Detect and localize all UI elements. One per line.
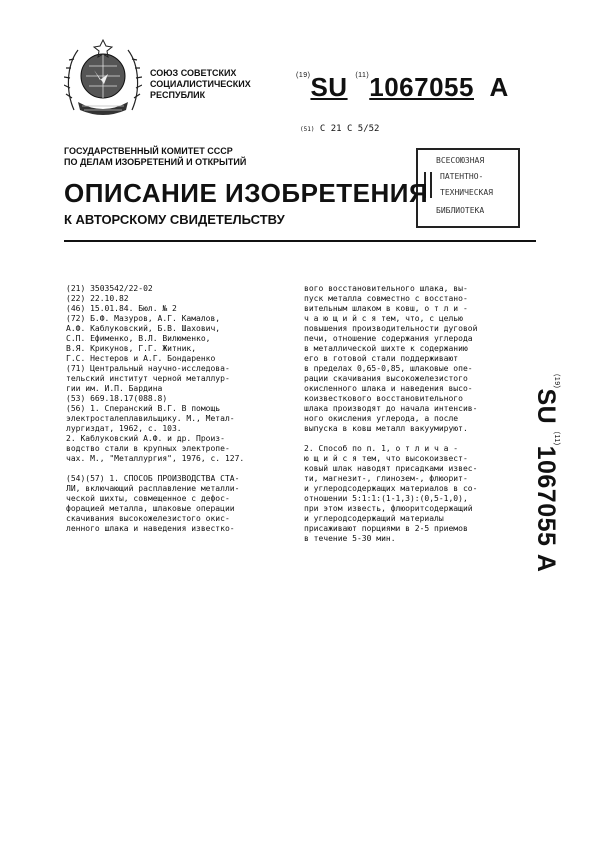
biblio-line: (53) 669.18.17(088.8) bbox=[66, 394, 168, 403]
ipc-classification: (51) C 21 C 5/52 bbox=[300, 124, 380, 134]
claims-column bbox=[304, 284, 524, 544]
claim-line: при этом известь, флюоритсодержащий bbox=[304, 504, 473, 513]
claim-line: ленного шлака и наведения известко- bbox=[66, 524, 235, 533]
biblio-line: водство стали в крупных электропе- bbox=[66, 444, 230, 453]
divider bbox=[64, 240, 536, 242]
claim-line: ч а ю щ и й с я тем, что, с целью bbox=[304, 314, 463, 323]
ussr-emblem bbox=[64, 36, 142, 122]
biblio-line: чах. М., "Металлургия", 1976, с. 127. bbox=[66, 454, 245, 463]
claim-line: вого восстановительного шлака, вы- bbox=[304, 284, 468, 293]
biblio-line: Г.С. Нестеров и А.Г. Бондаренко bbox=[66, 354, 216, 363]
biblio-line: В.Я. Крикунов, Г.Г. Житник, bbox=[66, 344, 197, 353]
patent-number: 1067055 bbox=[369, 72, 474, 102]
biblio-line: (71) Центральный научно-исследова- bbox=[66, 364, 230, 373]
kind-code: A bbox=[489, 72, 509, 102]
claim-line: выпуска в ковш металл вакуумируют. bbox=[304, 424, 468, 433]
library-stamp: ВСЕСОЮЗНАЯ ПАТЕНТНО- ТЕХНИЧЕСКАЯ БИБЛИОТЕКА bbox=[416, 148, 520, 228]
claim-line: ю щ и й с я тем, что высокоизвест- bbox=[304, 454, 468, 463]
claim-line: его в готовой стали поддерживают bbox=[304, 354, 459, 363]
claim-line: коизвесткового восстановительного bbox=[304, 394, 463, 403]
country-code: SU bbox=[310, 72, 348, 102]
biblio-line: С.П. Ефименко, В.Л. Вилюменко, bbox=[66, 334, 211, 343]
document-title: ОПИСАНИЕ ИЗОБРЕТЕНИЯ bbox=[64, 178, 429, 208]
organization-name: СОЮЗ СОВЕТСКИХ СОЦИАЛИСТИЧЕСКИХ РЕСПУБЛИК bbox=[150, 68, 251, 100]
claim-line: ти, магнезит-, глинозем-, флюорит- bbox=[304, 474, 468, 483]
claim-line: (54)(57) 1. СПОСОБ ПРОИЗВОДСТВА СТА- bbox=[66, 474, 240, 483]
claim-line: шлака производят до начала интенсив- bbox=[304, 404, 478, 413]
claim-line: в течение 5-30 мин. bbox=[304, 534, 396, 543]
claim-line: форацией металла, шлаковые операции bbox=[66, 504, 235, 513]
claim-line: повышения производительности дуговой bbox=[304, 324, 478, 333]
publication-number: $^{(19)}$SU $^{(11)}$1067055 A bbox=[296, 72, 509, 102]
state-committee: ГОСУДАРСТВЕННЫЙ КОМИТЕТ СССР ПО ДЕЛАМ ИЗОБРЕТЕНИЙ И ОТКРЫТИЙ bbox=[64, 146, 247, 167]
claim-line: и углеродсодержащих материалов в со- bbox=[304, 484, 478, 493]
biblio-line: гии им. И.П. Бардина bbox=[66, 384, 163, 393]
biblio-line: тельский институт черной металлур- bbox=[66, 374, 230, 383]
claim-line: в металлической шихте к содержанию bbox=[304, 344, 468, 353]
claim-line: отношении 5:1:1:(1-1,3):(0,5-1,0), bbox=[304, 494, 468, 503]
claim-line: 2. Способ по п. 1, о т л и ч а - bbox=[304, 444, 459, 453]
biblio-line: (21) 3503542/22-02 bbox=[66, 284, 153, 293]
claim-line: рации скачивания высокожелезистого bbox=[304, 374, 468, 383]
biblio-line: (46) 15.01.84. Бюл. № 2 bbox=[66, 304, 177, 313]
document-subtitle: К АВТОРСКОМУ СВИДЕТЕЛЬСТВУ bbox=[64, 212, 285, 227]
bibliographic-column bbox=[66, 284, 292, 534]
side-patent-number: $^{(19)}$SU $^{(11)}$1067055 A bbox=[532, 374, 560, 573]
claim-line: ковый шлак наводят присадками извес- bbox=[304, 464, 478, 473]
biblio-line: 2. Каблуковский А.Ф. и др. Произ- bbox=[66, 434, 225, 443]
biblio-line: (22) 22.10.82 bbox=[66, 294, 129, 303]
claim-line: и углеродсодержащий материалы bbox=[304, 514, 444, 523]
claim-line: скачивания высокожелезистого окис- bbox=[66, 514, 230, 523]
claim-line: в пределах 0,65-0,85, шлаковые опе- bbox=[304, 364, 473, 373]
biblio-line: лургиздат, 1962, с. 103. bbox=[66, 424, 182, 433]
biblio-line: (72) Б.Ф. Мазуров, А.Г. Камалов, bbox=[66, 314, 221, 323]
claim-line: ЛИ, включающий расплавление металли- bbox=[66, 484, 240, 493]
claim-line: печи, отношение содержания углерода bbox=[304, 334, 473, 343]
claim-line: вительным шлаком в ковш, о т л и - bbox=[304, 304, 468, 313]
biblio-line: А.Ф. Каблуковский, Б.В. Шахович, bbox=[66, 324, 221, 333]
claim-line: присаживают порциями в 2-5 приемов bbox=[304, 524, 468, 533]
biblio-line: электросталеплавильщику. М., Метал- bbox=[66, 414, 235, 423]
claim-line: пуск металла совместно с восстано- bbox=[304, 294, 468, 303]
claim-line: окисленного шлака и наведения высо- bbox=[304, 384, 473, 393]
biblio-line: (56) 1. Сперанский В.Г. В помощь bbox=[66, 404, 221, 413]
claim-line: ческой шихты, совмещенное с дефос- bbox=[66, 494, 230, 503]
claim-line: ного окисления углерода, а после bbox=[304, 414, 459, 423]
